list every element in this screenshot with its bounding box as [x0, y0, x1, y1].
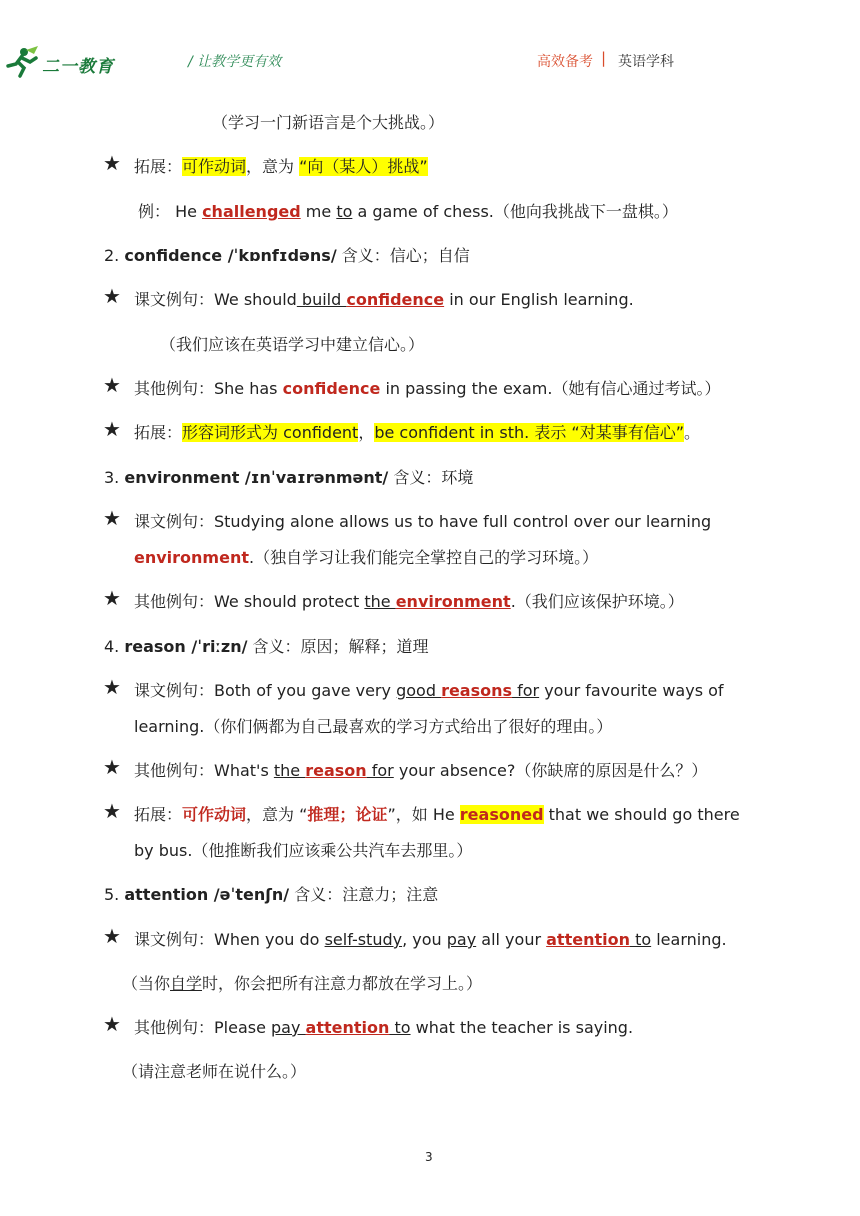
- keyword-text: confidence: [282, 379, 381, 398]
- body-text: .（我们应该保护环境。）: [510, 592, 684, 611]
- runner-logo-icon: [4, 46, 42, 78]
- text-line: [160, 332, 860, 355]
- star-icon: ★: [103, 151, 121, 175]
- text-line: [134, 838, 860, 861]
- body-text: by bus.（他推断我们应该乘公共汽车去那里。）: [134, 841, 473, 860]
- body-text: 例： He: [138, 202, 203, 221]
- header-exam-label: 高效备考: [537, 54, 593, 70]
- vocab-heading: [104, 465, 860, 488]
- text-line: [134, 154, 860, 177]
- logo: [4, 46, 114, 76]
- text-line: [134, 1015, 860, 1038]
- text-line: [138, 199, 860, 222]
- keyword-text: reason: [305, 761, 367, 780]
- body-text: .（独自学习让我们能完全掌控自己的学习环境。）: [249, 548, 599, 567]
- body-text: 课文例句：When you do: [134, 930, 325, 949]
- vocab-heading: [104, 243, 860, 266]
- headword-text: environment /ɪnˈvaɪrənmənt/: [124, 468, 389, 487]
- vocab-heading: [104, 882, 860, 905]
- number-text: 4.: [104, 637, 125, 656]
- text-line: [122, 971, 860, 994]
- meaning-text: 含义：信心；自信: [336, 246, 470, 265]
- body-text: learning.: [651, 930, 727, 949]
- star-icon: ★: [103, 799, 121, 823]
- body-text: your absence?（你缺席的原因是什么？）: [393, 761, 708, 780]
- underline-text: build: [296, 290, 347, 309]
- translation-text: （请注意老师在说什么。）: [122, 1062, 307, 1081]
- text-line: [212, 110, 860, 133]
- star-icon: ★: [103, 586, 121, 610]
- body-text: 课文例句：Studying alone allows us to have full control over our learning: [134, 512, 712, 531]
- underline-text: 自学: [170, 974, 203, 993]
- text-line: [134, 678, 860, 701]
- body-text: 其他例句：Please: [134, 1018, 272, 1037]
- headword-text: attention /əˈtenʃn/: [124, 885, 290, 904]
- keyword-text: attention: [305, 1018, 390, 1037]
- keyword-text: reasons: [441, 681, 513, 700]
- text-line: [134, 758, 860, 781]
- body-text: ，意为: [246, 157, 300, 176]
- underline-text: to: [389, 1018, 411, 1037]
- meaning-text: 含义：注意力；注意: [289, 885, 439, 904]
- body-text: ，意为 “: [246, 805, 308, 824]
- label-text: 拓展：: [134, 157, 183, 176]
- keyword-text: attention: [546, 930, 630, 949]
- number-text: 3.: [104, 468, 125, 487]
- body-text: 其他例句：What's: [134, 761, 274, 780]
- star-icon: ★: [103, 755, 121, 779]
- body-text: 时，你会把所有注意力都放在学习上。）: [202, 974, 483, 993]
- underline-text: for: [512, 681, 540, 700]
- body-text: all your: [476, 930, 547, 949]
- body-text: that we should go there: [543, 805, 740, 824]
- body-text: ，: [358, 423, 375, 442]
- meaning-text: 含义：原因；解释；道理: [247, 637, 429, 656]
- translation-text: （学习一门新语言是个大挑战。）: [212, 113, 445, 132]
- keyword-text: reasoned: [459, 805, 544, 824]
- body-text: （当你: [122, 974, 171, 993]
- number-text: 2.: [104, 246, 125, 265]
- body-text: ”，如 He: [387, 805, 460, 824]
- text-line: [134, 420, 860, 443]
- text-line: [134, 509, 860, 532]
- header-slogan: / 让教学更有效: [188, 54, 282, 70]
- underline-text: self-study: [324, 930, 403, 949]
- star-icon: ★: [103, 417, 121, 441]
- underline-text: pay: [446, 930, 477, 949]
- underline-text: to: [629, 930, 652, 949]
- meaning-text: 含义：环境: [388, 468, 474, 487]
- keyword-text: environment: [395, 592, 511, 611]
- page-number: 3: [425, 1150, 433, 1164]
- text-line: [134, 376, 860, 399]
- underline-text: good: [396, 681, 442, 700]
- header-subject-label: 英语学科: [618, 54, 674, 70]
- keyword-text: environment: [134, 548, 249, 567]
- translation-text: （我们应该在英语学习中建立信心。）: [160, 335, 425, 354]
- text-line: [134, 927, 860, 950]
- keyword-text: confidence: [346, 290, 445, 309]
- highlight-text: 可作动词: [182, 157, 247, 176]
- text-line: [134, 545, 860, 568]
- body-text: , you: [402, 930, 447, 949]
- keyword-text: challenged: [202, 202, 301, 221]
- logo-text: 二一教育: [42, 57, 114, 77]
- underline-text: for: [366, 761, 394, 780]
- body-text: learning.（你们俩都为自己最喜欢的学习方式给出了很好的理由。）: [134, 717, 613, 736]
- underline-text: to: [336, 202, 353, 221]
- body-text: 课文例句：Both of you gave very: [134, 681, 397, 700]
- highlight-text: “向（某人）挑战”: [299, 157, 428, 176]
- underline-text: the: [273, 761, 306, 780]
- body-text: me: [300, 202, 337, 221]
- headword-text: confidence /ˈkɒnfɪdəns/: [124, 246, 337, 265]
- text-line: [134, 589, 860, 612]
- body-text: a game of chess.（他向我挑战下一盘棋。）: [352, 202, 678, 221]
- keyword-text: 推理；论证: [307, 805, 388, 824]
- body-text: what the teacher is saying.: [410, 1018, 634, 1037]
- header-separator: |: [601, 49, 607, 67]
- page-header: [0, 40, 860, 80]
- body-text: 。: [684, 423, 701, 442]
- text-line: [134, 802, 860, 825]
- body-text: in our English learning.: [444, 290, 634, 309]
- star-icon: ★: [103, 373, 121, 397]
- label-text: 拓展：: [134, 805, 183, 824]
- body-text: in passing the exam.（她有信心通过考试。）: [380, 379, 721, 398]
- vocab-heading: [104, 634, 860, 657]
- text-line: [122, 1059, 860, 1082]
- number-text: 5.: [104, 885, 125, 904]
- body-text: your favourite ways of: [539, 681, 724, 700]
- body-text: 其他例句：We should protect: [134, 592, 365, 611]
- star-icon: ★: [103, 284, 121, 308]
- text-line: [134, 714, 860, 737]
- highlight-text: 形容词形式为 confident: [182, 423, 359, 442]
- label-text: 拓展：: [134, 423, 183, 442]
- body-text: 其他例句：She has: [134, 379, 283, 398]
- highlight-text: be confident in sth. 表示 “对某事有信心”: [374, 423, 684, 442]
- text-line: [134, 287, 860, 310]
- underline-text: pay: [271, 1018, 306, 1037]
- star-icon: ★: [103, 675, 121, 699]
- star-icon: ★: [103, 506, 121, 530]
- star-icon: ★: [103, 1012, 121, 1036]
- underline-text: the: [364, 592, 396, 611]
- headword-text: reason /ˈriːzn/: [124, 637, 248, 656]
- star-icon: ★: [103, 924, 121, 948]
- body-text: 课文例句：We should: [134, 290, 297, 309]
- keyword-text: 可作动词: [182, 805, 247, 824]
